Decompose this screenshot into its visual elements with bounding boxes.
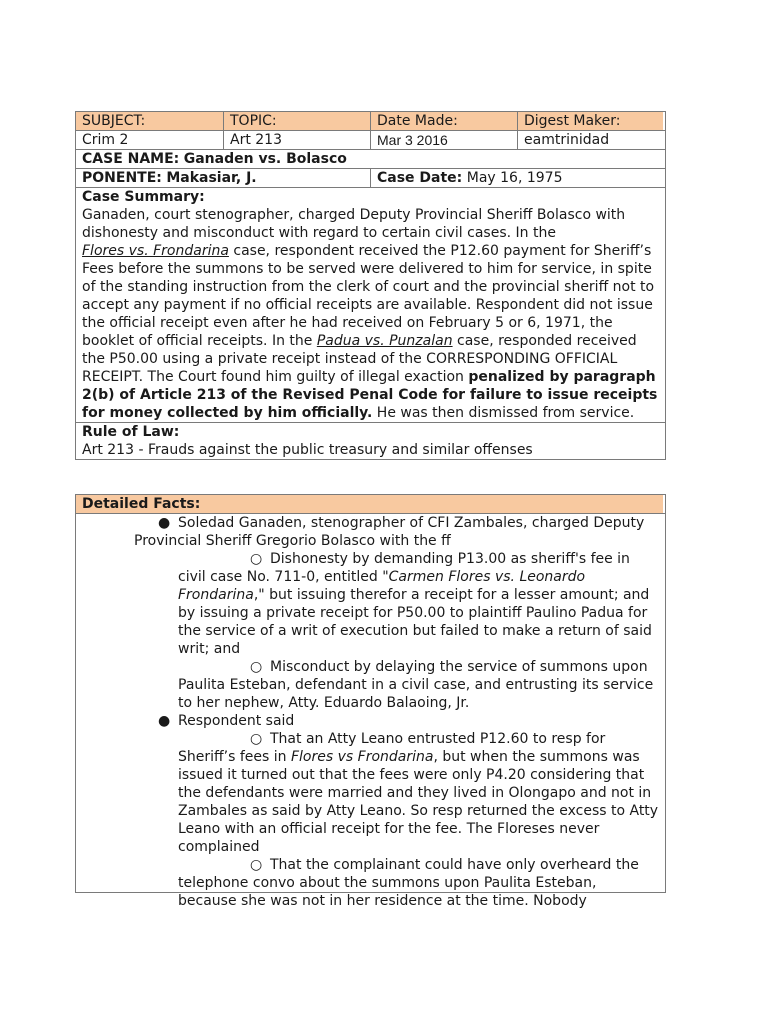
facts-header-row: [76, 495, 665, 513]
date-made-value: Mar 3 2016: [370, 131, 517, 149]
sub-item-2-text: Misconduct by delaying the service of summons upon Paulita Esteban, defendant in a civil case, and entrusting its service to her nephew, Atty. Eduardo Balaoing, Jr.: [178, 659, 654, 711]
circle-bullet-icon: ○: [250, 857, 263, 873]
case-date-cell: [370, 169, 663, 187]
summary-case-padua: Padua vs. Punzalan: [316, 333, 453, 349]
summary-part-2: case, respondent received the P12.60 payment for Sheriff’s Fees before the summons to be served were delivered to him for service, in spite of the standing instruction from the clerk of court and the provincial sheriff not to accept any payment if no official receipts are available. Respondent did not issue the official receipt even after he had received on February 5 or 6, 1971, the booklet of official receipts. In the: [82, 243, 655, 349]
detailed-facts-table: [75, 494, 666, 909]
sub-item-3-text-b: , but when the summons was issued it turned out that the fees were only P4.20 considering that the defendants were married and they lived in Olongapo and not in Zambales as said by Atty Leano. So resp returned the excess to Atty Leano with an official receipt for the fee. The Floreses never complained: [178, 749, 659, 855]
sub-item-3-text-a: That an Atty Leano entrusted P12.60 to resp for Sheriff’s fees in: [178, 731, 606, 765]
sub-item-3-case: Flores vs Frondarina: [290, 749, 434, 765]
facts-bullet-2-text: Respondent said: [178, 713, 295, 729]
circle-bullet-icon: ○: [250, 551, 263, 567]
case-name-label: CASE NAME:: [82, 151, 180, 167]
summary-bold-holding: penalized by paragraph 2(b) of Article 213 of the Revised Penal Code for failure to issue receipts for money collected by him officially.: [82, 369, 658, 421]
bullet-icon: ●: [158, 515, 171, 531]
circle-bullet-icon: ○: [250, 659, 263, 675]
facts-sub-item-4: [82, 856, 659, 910]
case-summary-label: Case Summary:: [82, 189, 205, 205]
case-summary-row: [76, 187, 665, 422]
ponente-value: Makasiar, J.: [166, 170, 257, 186]
facts-body-row: [76, 513, 665, 909]
digest-maker-value: eamtrinidad: [517, 131, 663, 149]
case-summary-cell: [76, 188, 665, 422]
rule-of-law-row: [76, 422, 665, 459]
label-row: [76, 112, 665, 130]
case-name-cell: [76, 150, 663, 168]
facts-bullet-1-text: Soledad Ganaden, stenographer of CFI Zambales, charged Deputy Provincial Sheriff Gregorio Bolasco with the ff: [134, 515, 645, 549]
sub-item-1-text-a: Dishonesty by demanding P13.00 as sheriff's fee in civil case No. 711-0, entitled ": [178, 551, 630, 585]
facts-bullet-2: [82, 712, 659, 730]
rule-of-law-cell: [76, 423, 665, 459]
value-row: [76, 130, 665, 149]
rule-of-law-value: Art 213 - Frauds against the public treasury and similar offenses: [82, 442, 533, 458]
case-summary-text: [82, 206, 659, 422]
summary-part-4: He was then dismissed from service.: [372, 405, 635, 421]
sub-item-1-text-b: ," but issuing therefor a receipt for a lesser amount; and by issuing a private receipt for P50.00 to plaintiff Paulino Padua for the service of a writ of execution but failed to make a return of said writ; and: [178, 587, 652, 657]
facts-sub-item-3: [82, 730, 659, 856]
summary-part-1: Ganaden, court stenographer, charged Deputy Provincial Sheriff Bolasco with dishonesty and misconduct with regard to certain civil cases. In the: [82, 207, 626, 241]
case-name-value: Ganaden vs. Bolasco: [183, 151, 347, 167]
facts-bullet-1: [82, 514, 659, 550]
ponente-cell: [76, 169, 370, 187]
bullet-icon: ●: [158, 713, 171, 729]
case-date-value: May 16, 1975: [466, 170, 563, 186]
detailed-facts-label: Detailed Facts:: [76, 495, 663, 513]
circle-bullet-icon: ○: [250, 731, 263, 747]
case-name-row: [76, 149, 665, 168]
sub-item-4-text: That the complainant could have only overheard the telephone convo about the summons upon Paulita Esteban, because she was not in her residence at the time. Nobody: [178, 857, 639, 909]
topic-value: Art 213: [223, 131, 370, 149]
summary-case-flores: Flores vs. Frondarina: [82, 243, 229, 259]
subject-value: Crim 2: [82, 132, 129, 148]
facts-sub-item-1: [82, 550, 659, 658]
sub-item-1-case: Carmen Flores vs. Leonardo Frondarina: [178, 569, 586, 603]
ponente-row: [76, 168, 665, 187]
facts-sub-item-2: [82, 658, 659, 712]
ponente-label: PONENTE:: [82, 170, 162, 186]
topic-label: TOPIC:: [223, 112, 370, 130]
case-header-table: [75, 111, 666, 460]
case-date-label: Case Date:: [377, 170, 463, 186]
summary-part-3: case, responded received the P50.00 using a private receipt instead of the CORRESPONDING OFFICIAL RECEIPT. The Court found him guilty of illegal exaction: [82, 333, 637, 385]
subject-label: SUBJECT:: [76, 112, 223, 130]
digest-maker-label: Digest Maker:: [517, 112, 663, 130]
facts-body: [76, 514, 665, 909]
date-made-label: Date Made:: [370, 112, 517, 130]
rule-of-law-label: Rule of Law:: [82, 424, 180, 440]
